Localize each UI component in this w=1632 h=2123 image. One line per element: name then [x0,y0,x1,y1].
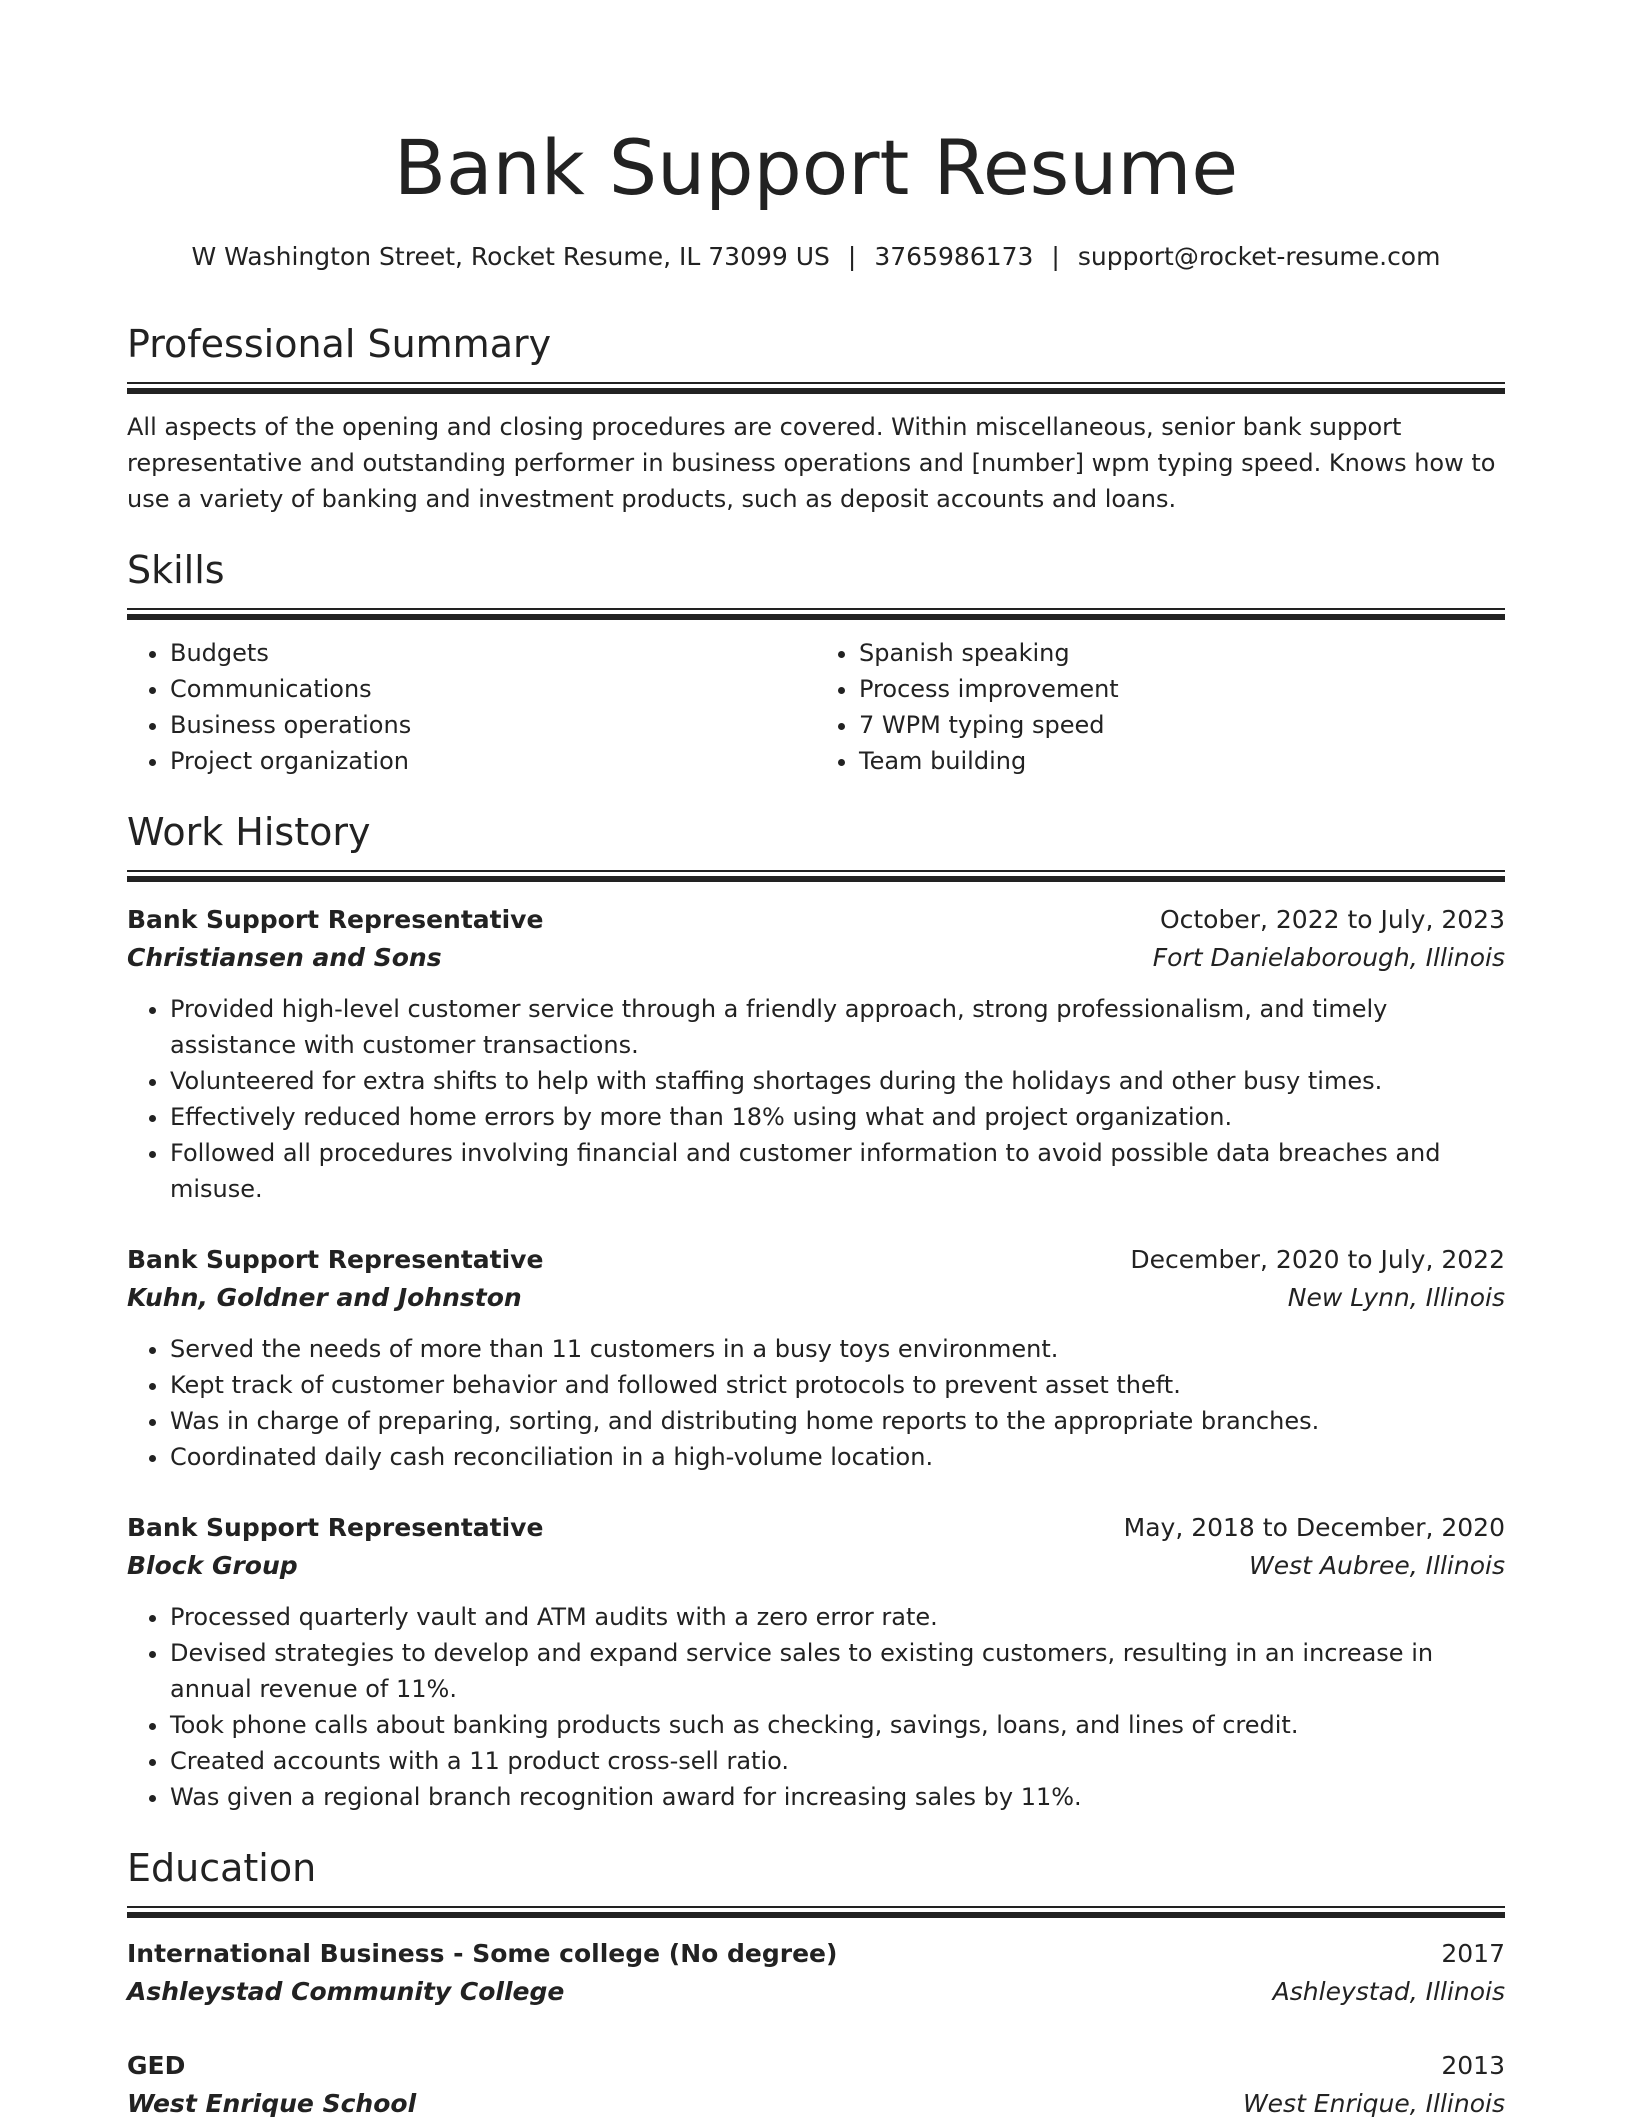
contact-line [127,240,1505,274]
job-bullet: • Served the needs of more than 11 customers in a busy toys environment. [170,1331,1505,1367]
job-title: Bank Support Representative [127,905,544,934]
job-title: Bank Support Representative [127,1245,544,1274]
separator: | [1051,242,1060,271]
work-history-section [127,809,1505,1815]
skill-item: • Project organization [170,743,816,779]
skills-columns [127,635,1505,779]
job-entry [127,901,1505,1207]
page-title: Bank Support Resume [393,123,1239,212]
job-bullet: • Provided high-level customer service through a friendly approach, strong professionalism, and timely assistance with customer transactions. [170,991,1505,1063]
job-dates: October, 2022 to July, 2023 [1159,905,1505,934]
section-divider [127,608,1505,619]
job-bullet: • Followed all procedures involving financial and customer information to avoid possible data breaches and misuse. [170,1135,1505,1207]
company-name: Christiansen and Sons [127,943,442,972]
school-name: West Enrique School [127,2089,417,2118]
section-divider [127,382,1505,393]
job-bullet: • Devised strategies to develop and expand service sales to existing customers, resulting in an increase in annual revenue of 11%. [170,1635,1505,1707]
job-bullets [127,1599,1505,1815]
job-bullets [127,1331,1505,1475]
job-bullet: • Created accounts with a 11 product cross-sell ratio. [170,1743,1505,1779]
skill-item: • Business operations [170,707,816,743]
job-bullet: • Effectively reduced home errors by more than 18% using what and project organization. [170,1099,1505,1135]
skill-item: • Communications [170,671,816,707]
job-bullets [127,991,1505,1207]
phone: 3765986173 [874,242,1034,271]
skill-item: • 7 WPM typing speed [859,707,1505,743]
skills-section [127,547,1505,779]
section-title-summary: Professional Summary [127,322,552,366]
job-bullet: • Volunteered for extra shifts to help with staffing shortages during the holidays and other busy times. [170,1063,1505,1099]
job-title: Bank Support Representative [127,1513,544,1542]
education-section [127,1845,1505,2123]
job-location: New Lynn, Illinois [1287,1283,1505,1312]
job-location: West Aubree, Illinois [1249,1551,1505,1580]
summary-section [127,321,1505,517]
school-location: West Enrique, Illinois [1242,2089,1505,2118]
job-dates: May, 2018 to December, 2020 [1123,1513,1505,1542]
education-entry [127,1935,1505,2011]
section-title-skills: Skills [127,548,225,592]
summary-text: All aspects of the opening and closing procedures are covered. Within miscellaneous, senior bank support representative and outstanding performer in business operations and [number] wpm typing speed. Knows how to use a variety of banking and investment products, such as deposit accounts and loans. [127,413,1496,513]
skills-list-left [127,635,816,779]
company-name: Kuhn, Goldner and Johnston [127,1283,522,1312]
skill-item: • Team building [859,743,1505,779]
skill-item: • Process improvement [859,671,1505,707]
job-bullet: • Kept track of customer behavior and followed strict protocols to prevent asset theft. [170,1367,1505,1403]
job-bullet: • Processed quarterly vault and ATM audits with a zero error rate. [170,1599,1505,1635]
degree: International Business - Some college (No degree) [127,1939,838,1968]
job-location: Fort Danielaborough, Illinois [1152,943,1505,972]
job-bullet: • Took phone calls about banking products such as checking, savings, loans, and lines of credit. [170,1707,1505,1743]
skills-list-right [816,635,1505,779]
job-bullet: • Was given a regional branch recognition award for increasing sales by 11%. [170,1779,1505,1815]
skill-item: • Spanish speaking [859,635,1505,671]
degree: GED [127,2051,186,2080]
separator: | [847,242,857,271]
company-name: Block Group [127,1551,298,1580]
skill-item: • Budgets [170,635,816,671]
job-dates: December, 2020 to July, 2022 [1130,1245,1505,1274]
job-entry [127,1241,1505,1475]
graduation-year: 2013 [1441,2051,1505,2080]
section-title-education: Education [127,1846,317,1890]
section-divider [127,1906,1505,1917]
job-bullet: • Coordinated daily cash reconciliation in a high-volume location. [170,1439,1505,1475]
graduation-year: 2017 [1441,1939,1505,1968]
email: support@rocket-resume.com [1077,242,1441,271]
section-divider [127,870,1505,881]
section-title-work-history: Work History [127,810,371,854]
school-location: Ashleystad, Illinois [1272,1977,1505,2006]
address: W Washington Street, Rocket Resume, IL 73099 US [191,242,830,271]
job-bullet: • Was in charge of preparing, sorting, and distributing home reports to the appropriate branches. [170,1403,1505,1439]
job-entry [127,1509,1505,1815]
school-name: Ashleystad Community College [127,1977,565,2006]
